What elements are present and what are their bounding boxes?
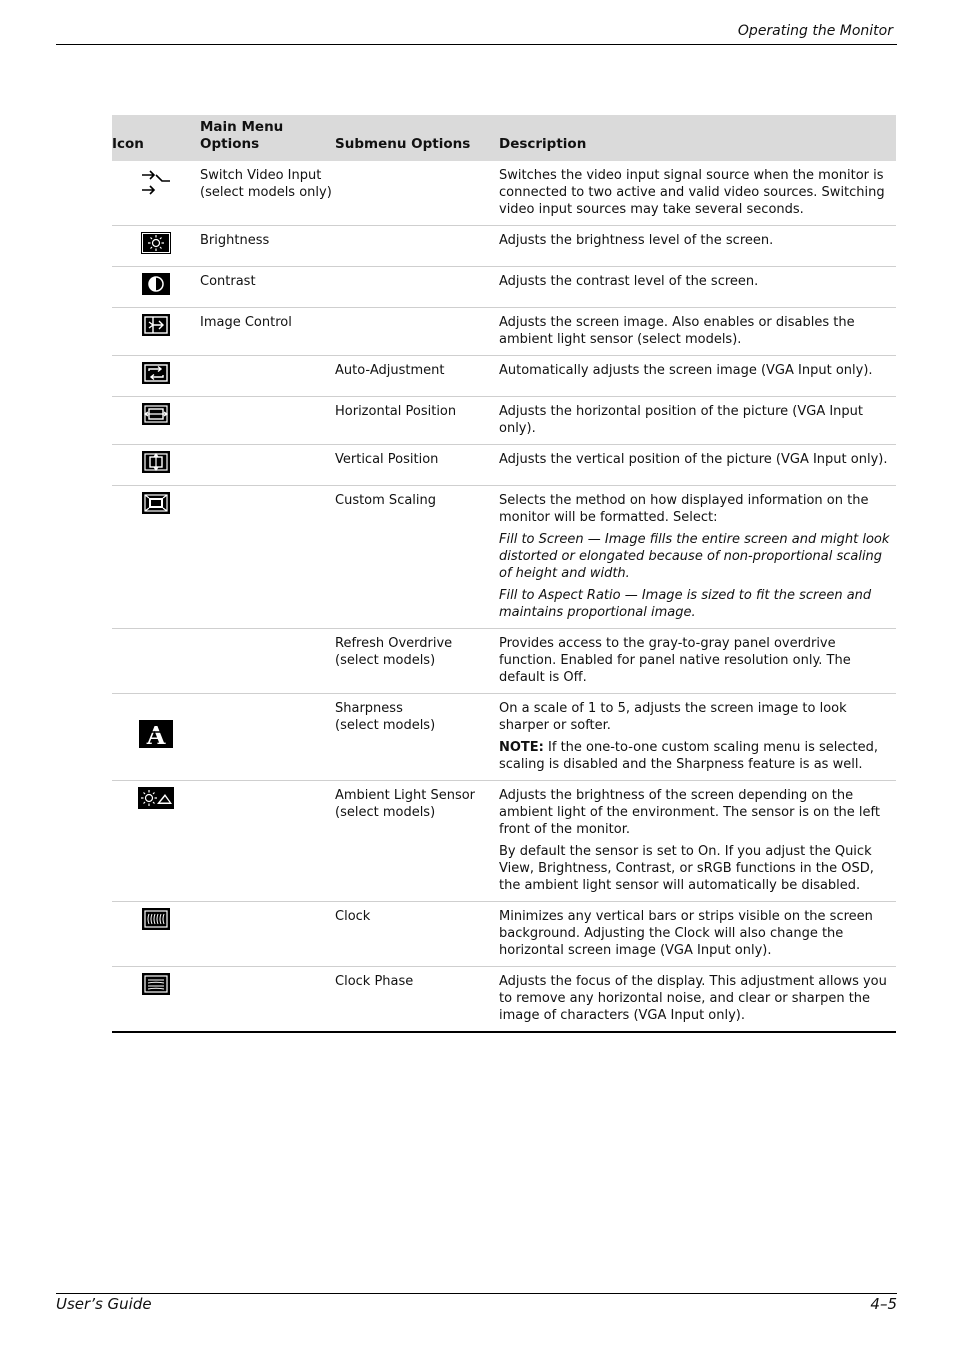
clock-icon (141, 919, 171, 934)
description-text: By default the sensor is set to On. If you adjust the Quick View, Brightness, Contrast, or sRGB functions in the OSD, the ambient light sensor will automatically be disabled. (499, 844, 874, 893)
table-row (112, 226, 896, 267)
main-menu-option (200, 397, 335, 445)
description-cell (499, 781, 896, 902)
description-cell (499, 629, 896, 694)
icon-cell (112, 308, 200, 356)
submenu-option (335, 161, 499, 226)
description-cell (499, 967, 896, 1033)
main-menu-option (200, 902, 335, 967)
option-text: Refresh Overdrive (335, 636, 453, 651)
table-row (112, 694, 896, 781)
description-paragraph (499, 273, 896, 290)
description-cell (499, 308, 896, 356)
description-paragraph (499, 167, 896, 218)
option-text: (select models) (335, 653, 436, 668)
description-cell (499, 486, 896, 629)
column-header: Main Menu Options (200, 119, 284, 152)
description-text: Adjusts the contrast level of the screen. (499, 274, 759, 289)
column-header: Submenu Options (335, 136, 471, 152)
main-menu-option (200, 629, 335, 694)
description-cell (499, 226, 896, 267)
main-menu-option (200, 267, 335, 308)
submenu-option (335, 226, 499, 267)
svg-text:A: A (146, 721, 166, 748)
osd-menu-table (112, 115, 896, 1033)
description-text: Adjusts the brightness level of the screen. (499, 233, 774, 248)
option-text: Clock Phase (335, 974, 414, 989)
description-paragraph (499, 492, 896, 526)
option-text: Switch Video Input (200, 168, 322, 183)
description-text: Automatically adjusts the screen image (VGA Input only). (499, 363, 873, 378)
ambient-light-icon (138, 798, 174, 813)
submenu-option (335, 694, 499, 781)
option-text: Ambient Light Sensor (335, 788, 476, 803)
option-text: (select models only) (200, 185, 332, 200)
table-row (112, 397, 896, 445)
option-text: Image Control (200, 315, 292, 330)
table-row (112, 629, 896, 694)
description-cell (499, 161, 896, 226)
auto-adjust-icon (141, 373, 171, 388)
footer-title: User’s Guide (56, 1295, 152, 1313)
icon-cell (112, 781, 200, 902)
submenu-option (335, 967, 499, 1033)
description-paragraph (499, 973, 896, 1024)
main-menu-option (200, 694, 335, 781)
table-row (112, 308, 896, 356)
description-text: Fill to Aspect Ratio — Image is sized to fit the screen and maintains proportional image. (499, 588, 872, 620)
icon-cell (112, 902, 200, 967)
option-text: Sharpness (335, 701, 403, 716)
footer-rule (56, 1293, 897, 1294)
description-paragraph (499, 403, 896, 437)
icon-cell (112, 226, 200, 267)
description-cell (499, 445, 896, 486)
submenu-option (335, 356, 499, 397)
description-cell (499, 356, 896, 397)
description-paragraph (499, 587, 896, 621)
main-menu-option (200, 308, 335, 356)
description-text: Adjusts the vertical position of the picture (VGA Input only). (499, 452, 888, 467)
description-paragraph (499, 232, 896, 249)
vertical-position-icon (141, 462, 171, 477)
description-paragraph (499, 908, 896, 959)
submenu-option (335, 781, 499, 902)
description-paragraph (499, 787, 896, 838)
table-row (112, 445, 896, 486)
description-paragraph (499, 531, 896, 582)
switch-input-icon (139, 186, 173, 201)
table-row (112, 967, 896, 1033)
description-text: Switches the video input signal source when the monitor is connected to two active and valid video sources. Switching video input sources may take several seconds. (499, 168, 885, 217)
description-text: Adjusts the horizontal position of the picture (VGA Input only). (499, 404, 863, 436)
icon-cell (112, 356, 200, 397)
option-text: Custom Scaling (335, 493, 437, 508)
table-row (112, 356, 896, 397)
brightness-icon (141, 243, 171, 258)
main-menu-option (200, 161, 335, 226)
clock-phase-icon (141, 984, 171, 999)
option-text: Clock (335, 909, 371, 924)
header-rule (56, 44, 897, 45)
running-header: Operating the Monitor (737, 23, 893, 39)
column-header: Description (499, 136, 587, 152)
description-text: Adjusts the focus of the display. This adjustment allows you to remove any horizontal noise, and clear or sharpen the image of characters (VGA Input only). (499, 974, 887, 1023)
description-cell (499, 267, 896, 308)
icon-cell (112, 161, 200, 226)
submenu-option (335, 397, 499, 445)
description-text: Selects the method on how displayed information on the monitor will be formatted. Select: (499, 493, 869, 525)
horizontal-position-icon (141, 414, 171, 429)
description-text: Adjusts the brightness of the screen depending on the ambient light of the environment. The sensor is on the left front of the monitor. (499, 788, 880, 837)
description-text: Fill to Screen — Image fills the entire screen and might look distorted or elongated because of non-proportional scaling of height and width. (499, 532, 890, 581)
icon-cell (112, 267, 200, 308)
icon-cell (112, 486, 200, 629)
description-text: Minimizes any vertical bars or strips visible on the screen background. Adjusting the Clock will also change the horizontal screen image (VGA Input only). (499, 909, 873, 958)
submenu-option (335, 308, 499, 356)
submenu-option (335, 267, 499, 308)
option-text: (select models) (335, 718, 436, 733)
contrast-icon (141, 284, 171, 299)
description-cell (499, 902, 896, 967)
description-paragraph (499, 635, 896, 686)
note-label: NOTE: (499, 740, 544, 755)
option-text: Contrast (200, 274, 256, 289)
table-row (112, 161, 896, 226)
main-menu-option (200, 486, 335, 629)
table-row (112, 486, 896, 629)
option-text: Brightness (200, 233, 270, 248)
table-row (112, 902, 896, 967)
table-row (112, 267, 896, 308)
sharpness-icon (139, 721, 173, 752)
icon-cell (112, 397, 200, 445)
table-row (112, 781, 896, 902)
option-text: Horizontal Position (335, 404, 457, 419)
description-text: Adjusts the screen image. Also enables or disables the ambient light sensor (select models). (499, 315, 855, 347)
description-paragraph (499, 362, 896, 379)
description-cell (499, 694, 896, 781)
table-header-row (112, 115, 896, 161)
option-text: Auto-Adjustment (335, 363, 445, 378)
submenu-option (335, 486, 499, 629)
icon-cell (112, 629, 200, 694)
option-text: Vertical Position (335, 452, 439, 467)
main-menu-option (200, 781, 335, 902)
icon-cell (112, 967, 200, 1033)
main-menu-option (200, 226, 335, 267)
description-paragraph (499, 314, 896, 348)
option-text: (select models) (335, 805, 436, 820)
description-text: On a scale of 1 to 5, adjusts the screen image to look sharper or softer. (499, 701, 847, 733)
table-body (112, 161, 896, 1032)
description-text: If the one-to-one custom scaling menu is selected, scaling is disabled and the Sharpness feature is as well. (499, 740, 878, 772)
image-control-icon (141, 325, 171, 340)
main-menu-option (200, 356, 335, 397)
icon-cell (112, 445, 200, 486)
description-cell (499, 397, 896, 445)
description-paragraph (499, 451, 896, 468)
main-menu-option (200, 967, 335, 1033)
description-paragraph (499, 739, 896, 773)
page-number: 4–5 (870, 1295, 897, 1313)
description-paragraph (499, 700, 896, 734)
submenu-option (335, 902, 499, 967)
submenu-option (335, 629, 499, 694)
description-text: Provides access to the gray-to-gray panel overdrive function. Enabled for panel native resolution only. The default is Off. (499, 636, 851, 685)
main-menu-option (200, 445, 335, 486)
custom-scaling-icon (141, 503, 171, 518)
icon-cell (112, 694, 200, 781)
submenu-option (335, 445, 499, 486)
column-header: Icon (112, 136, 144, 152)
description-paragraph (499, 843, 896, 894)
